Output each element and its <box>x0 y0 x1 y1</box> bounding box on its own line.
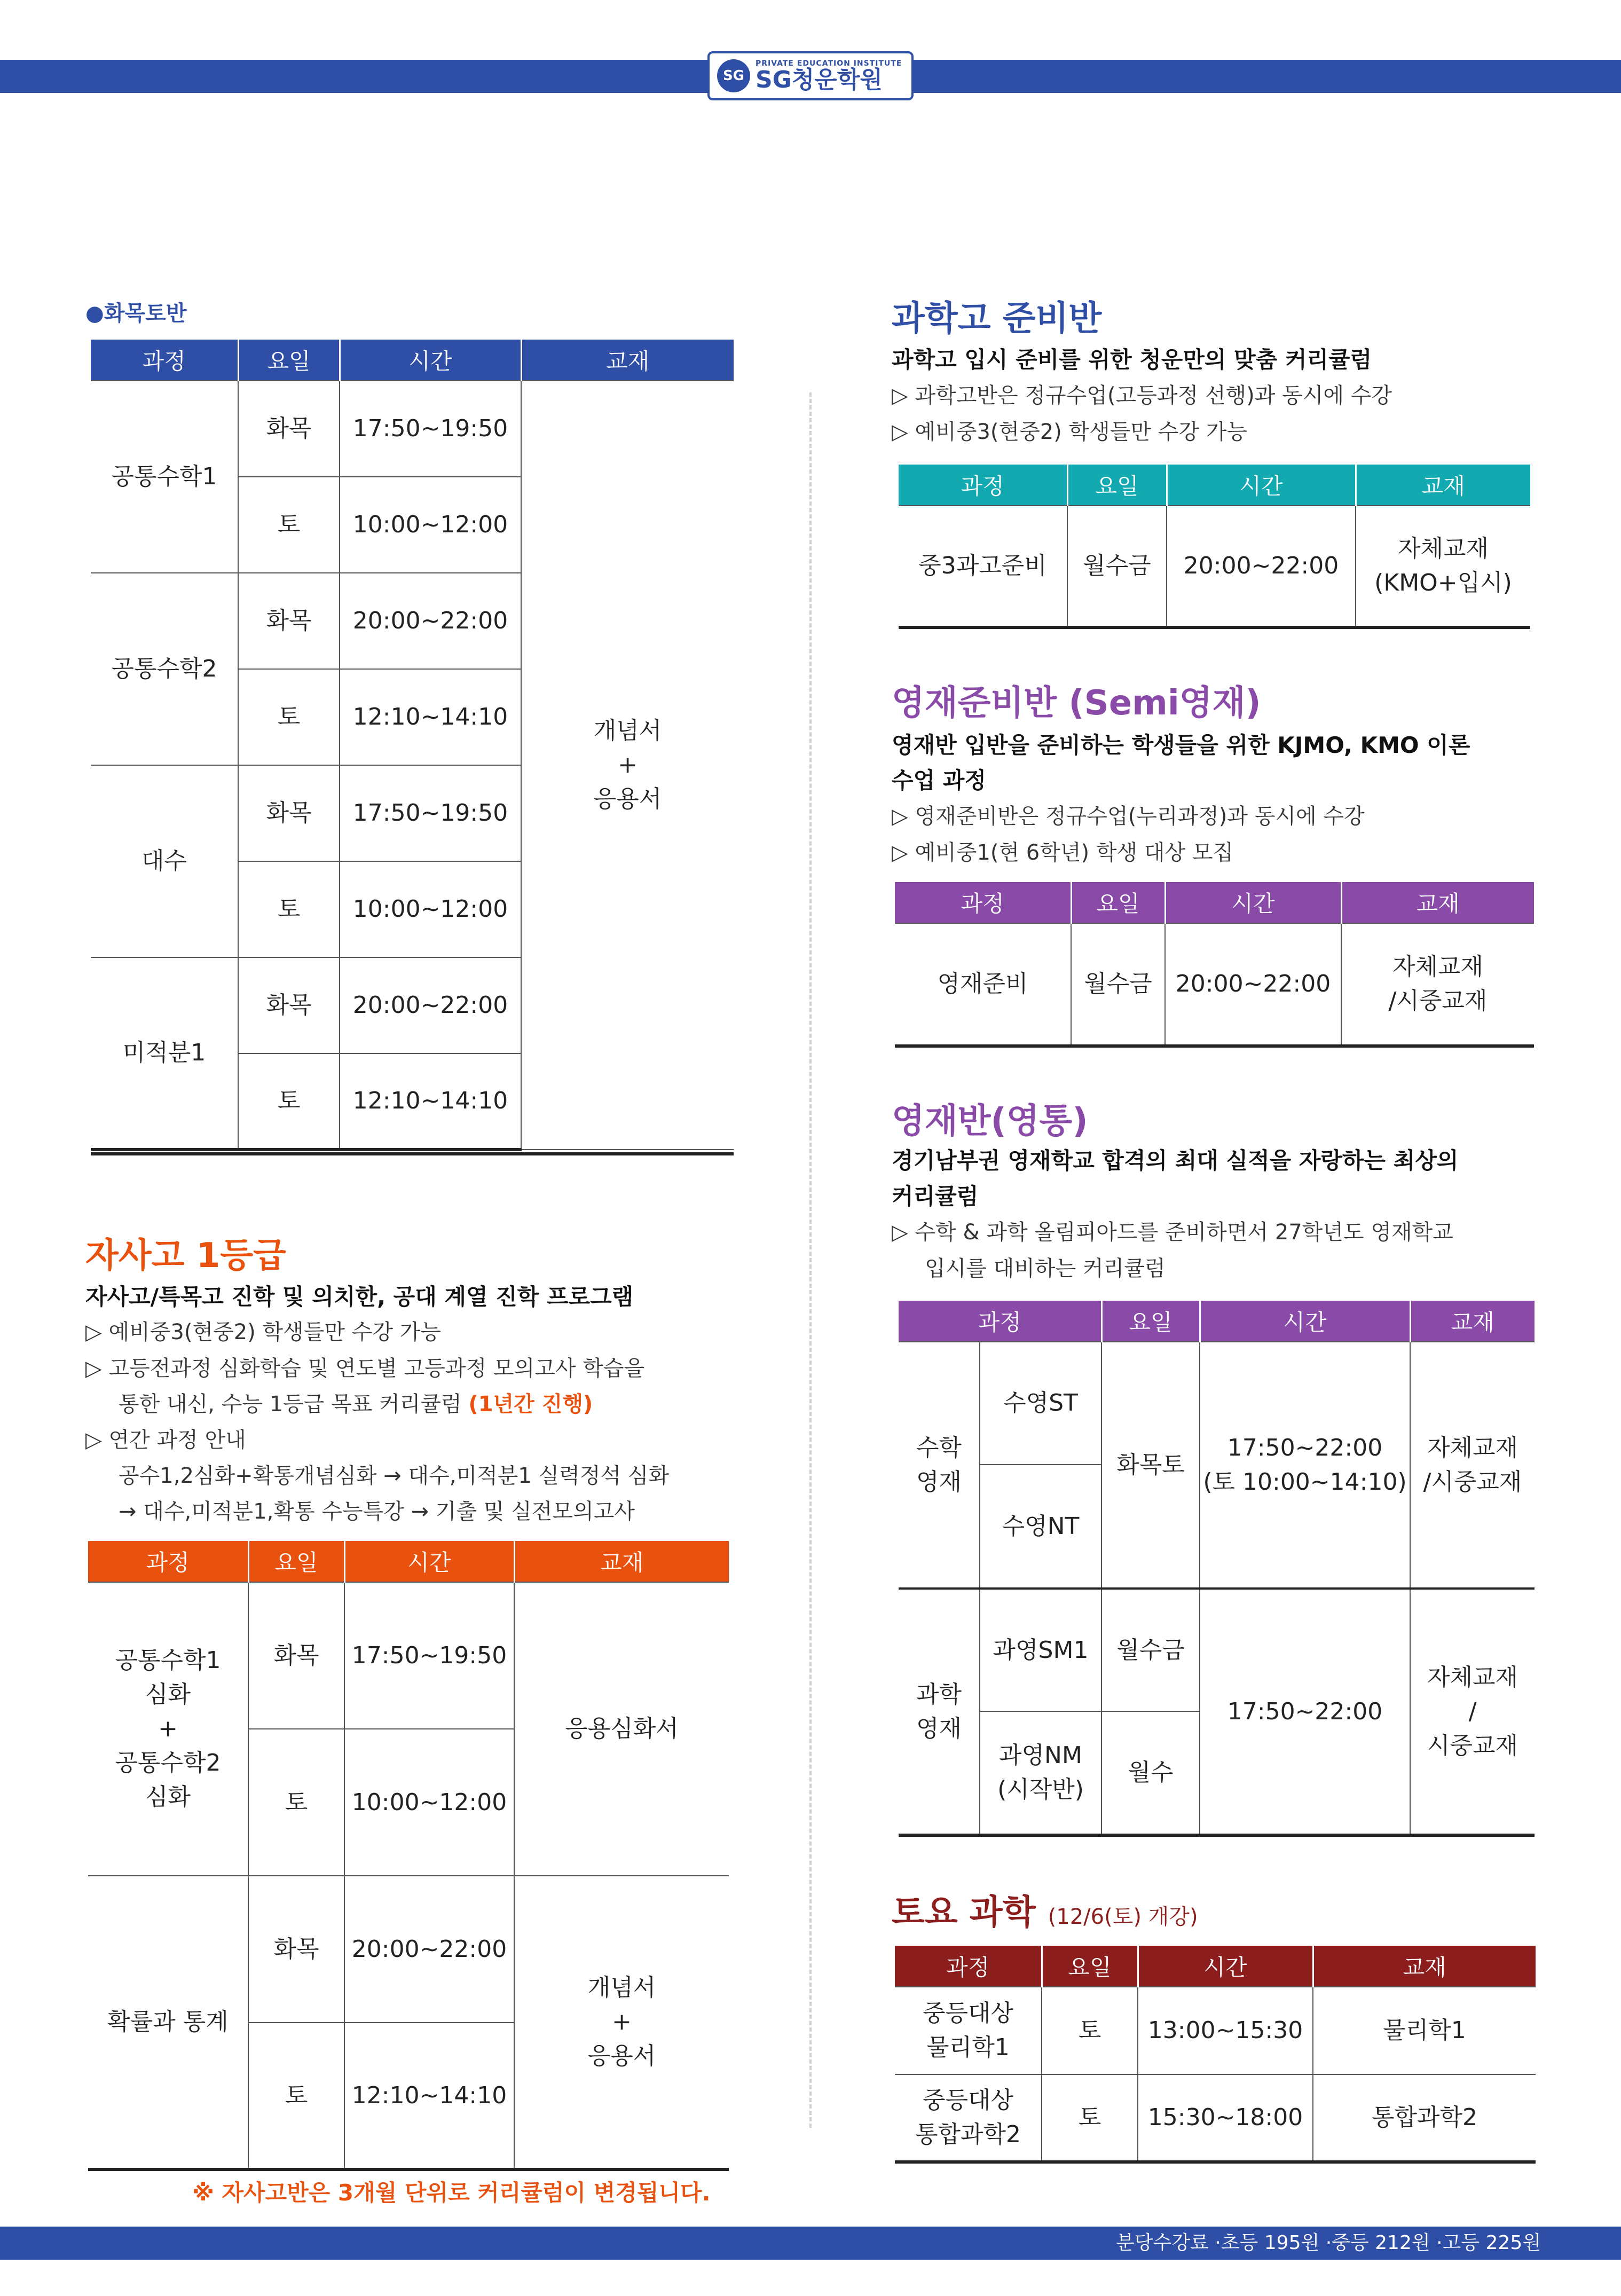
jasago-bullet-1: ▷ 예비중3(현중2) 학생들만 수강 가능 <box>85 1320 442 1344</box>
time-cell: 10:00~12:00 <box>340 861 521 957</box>
day-cell: 토 <box>1042 1987 1138 2074</box>
jasago-bullet-3a: ▷ 연간 과정 안내 <box>85 1428 246 1452</box>
book-line: 시중교재 <box>1427 1732 1518 1759</box>
day-cell: 토 <box>238 1053 340 1150</box>
science-bullet-2: ▷ 예비중3(현중2) 학생들만 수강 가능 <box>892 420 1248 444</box>
course-line: 중등대상 <box>922 2000 1013 2027</box>
hwamok-label: ●화목토반 <box>85 301 187 326</box>
jasago-bullet-2b-text: 통한 내신, 수능 1등급 목표 커리큘럼 <box>119 1392 469 1417</box>
day-cell: 월수금 <box>1101 1589 1200 1711</box>
book-line: (KMO+입시) <box>1374 569 1512 596</box>
jasago-lead: 자사고/특목고 진학 및 의치한, 공대 계열 진학 프로그램 <box>85 1284 634 1310</box>
th-time: 시간 <box>1138 1946 1313 1987</box>
book-cell <box>1410 1589 1535 1835</box>
th-day: 요일 <box>248 1541 344 1582</box>
th-time: 시간 <box>1167 465 1356 506</box>
gifted-lead-2: 커리큘럼 <box>892 1183 979 1209</box>
book-line: + <box>612 2008 632 2035</box>
th-day: 요일 <box>238 340 340 381</box>
th-course: 과정 <box>946 1954 990 1980</box>
gifted-bullet-1a: ▷ 수학 & 과학 올림피아드를 준비하면서 27학년도 영재학교 <box>892 1220 1453 1245</box>
semi-lead-1: 영재반 입반을 준비하는 학생들을 위한 KJMO, KMO 이론 <box>892 732 1470 758</box>
time-cell: 12:10~14:10 <box>340 669 521 765</box>
course-cell: 영재준비 <box>895 923 1071 1046</box>
jasago-duration-highlight: (1년간 진행) <box>468 1392 593 1417</box>
course-cell: 수영NT <box>980 1465 1101 1589</box>
time-cell: 15:30~18:00 <box>1138 2074 1313 2162</box>
time-cell: 10:00~12:00 <box>340 477 521 573</box>
th-day: 요일 <box>1042 1946 1138 1987</box>
group-line: 수학 <box>916 1434 962 1461</box>
day-cell: 화목 <box>238 765 340 861</box>
book-line: 자체교재 <box>1397 535 1489 562</box>
logo-mark: SG <box>717 59 750 92</box>
th-book: 교재 <box>1356 465 1530 506</box>
time-cell: 17:50~19:50 <box>340 381 521 477</box>
th-time: 시간 <box>340 340 521 381</box>
book-line: 응용서 <box>587 2042 656 2070</box>
time-cell: 20:00~22:00 <box>340 957 521 1053</box>
group-cell <box>899 1589 980 1835</box>
course-cell <box>980 1711 1101 1835</box>
day-cell: 화목 <box>248 1876 344 2023</box>
th-book: 교재 <box>514 1541 729 1582</box>
time-line: 17:50~22:00 <box>1227 1434 1383 1461</box>
book-line: + <box>618 751 638 779</box>
th-course: 과정 <box>146 1550 190 1576</box>
time-cell: 20:00~22:00 <box>344 1876 514 2023</box>
th-course: 과정 <box>978 1309 1021 1335</box>
course-line: 공통수학1 <box>115 1647 221 1674</box>
semi-table <box>895 882 1534 1048</box>
course-line: + <box>158 1715 178 1742</box>
day-cell: 토 <box>238 669 340 765</box>
table-bottom-rule <box>91 1152 734 1155</box>
semi-title: 영재준비반 (Semi영재) <box>892 683 1261 723</box>
course-line: 공통수학2 <box>115 1749 221 1776</box>
course-cell <box>88 1582 248 1876</box>
science-bullet-1: ▷ 과학고반은 정규수업(고등과정 선행)과 동시에 수강 <box>892 383 1392 408</box>
time-cell: 17:50~19:50 <box>340 765 521 861</box>
course-line: 심화 <box>145 1783 191 1811</box>
book-cell: 통합과학2 <box>1313 2074 1536 2162</box>
course-cell <box>895 2074 1042 2162</box>
time-cell: 12:10~14:10 <box>340 1053 521 1150</box>
th-course: 과정 <box>961 891 1004 917</box>
th-book: 교재 <box>1410 1301 1535 1342</box>
footer-fee-text: 분당수강료 ·초등 195원 ·중등 212원 ·고등 225원 <box>1116 2232 1541 2254</box>
th-day: 요일 <box>1071 882 1165 923</box>
book-cell <box>514 1876 729 2169</box>
course-line: 통합과학2 <box>915 2121 1021 2148</box>
th-book: 교재 <box>1313 1946 1536 1987</box>
course-cell: 미적분1 <box>91 957 238 1150</box>
day-cell: 월수금 <box>1071 923 1165 1046</box>
book-line: 개념서 <box>587 1974 656 2001</box>
book-cell <box>1341 923 1534 1046</box>
jasago-bullet-2b <box>119 1387 593 1422</box>
course-line: 심화 <box>145 1681 191 1708</box>
gifted-table <box>899 1301 1535 1837</box>
day-cell: 토 <box>248 1729 344 1876</box>
time-cell: 17:50~19:50 <box>344 1582 514 1729</box>
science-table <box>899 465 1530 629</box>
science-lead: 과학고 입시 준비를 위한 청운만의 맞춤 커리큘럼 <box>892 347 1372 373</box>
time-cell: 20:00~22:00 <box>1165 923 1341 1046</box>
time-cell: 20:00~22:00 <box>340 573 521 669</box>
hwamok-table <box>91 340 734 1151</box>
course-line: 물리학1 <box>926 2034 1010 2061</box>
day-cell: 월수금 <box>1067 506 1167 627</box>
course-line: 중등대상 <box>922 2087 1013 2114</box>
saturday-subtitle: (12/6(토) 개강) <box>1048 1905 1198 1929</box>
th-course: 과정 <box>142 348 186 374</box>
th-course: 과정 <box>961 473 1004 499</box>
semi-lead-2: 수업 과정 <box>892 767 986 793</box>
th-time: 시간 <box>344 1541 514 1582</box>
time-line: (토 10:00~14:10) <box>1203 1468 1407 1496</box>
saturday-heading <box>892 1885 1198 1934</box>
semi-bullet-1: ▷ 영재준비반은 정규수업(누리과정)과 동시에 수강 <box>892 804 1365 829</box>
gifted-lead-1: 경기남부권 영재학교 합격의 최대 실적을 자랑하는 최상의 <box>892 1147 1459 1174</box>
book-cell <box>1410 1342 1535 1589</box>
brand-logo[interactable] <box>707 51 914 100</box>
jasago-note: ※ 자사고반은 3개월 단위로 커리큘럼이 변경됩니다. <box>192 2180 711 2206</box>
th-book: 교재 <box>1341 882 1534 923</box>
day-cell: 토 <box>248 2023 344 2169</box>
course-cell: 수영ST <box>980 1342 1101 1465</box>
time-cell: 20:00~22:00 <box>1167 506 1356 627</box>
time-cell <box>1200 1342 1410 1589</box>
day-cell: 화목 <box>248 1582 344 1729</box>
book-line: 개념서 <box>593 717 662 744</box>
jasago-bullet-3c: → 대수,미적분1,확통 수능특강 → 기출 및 실전모의고사 <box>119 1499 635 1524</box>
book-line: /시중교재 <box>1423 1468 1522 1496</box>
column-divider <box>809 392 812 2128</box>
th-time: 시간 <box>1200 1301 1410 1342</box>
course-cell: 과영SM1 <box>980 1589 1101 1711</box>
book-cell <box>1356 506 1530 627</box>
course-cell: 확률과 통계 <box>88 1876 248 2169</box>
gifted-bullet-1b: 입시를 대비하는 커리큘럼 <box>925 1256 1166 1281</box>
group-cell <box>899 1342 980 1589</box>
jasago-bullet-2a: ▷ 고등전과정 심화학습 및 연도별 고등과정 모의고사 학습을 <box>85 1356 645 1381</box>
course-line: 과영NM <box>999 1742 1082 1769</box>
th-book: 교재 <box>521 340 734 381</box>
book-cell: 응용심화서 <box>514 1582 729 1876</box>
book-cell <box>521 381 734 1150</box>
course-cell: 중3과고준비 <box>899 506 1067 627</box>
jasago-table <box>88 1541 729 2171</box>
th-time: 시간 <box>1165 882 1341 923</box>
th-day: 요일 <box>1067 465 1167 506</box>
logo-subtitle: PRIVATE EDUCATION INSTITUTE <box>756 59 902 68</box>
day-cell: 토 <box>1042 2074 1138 2162</box>
jasago-bullet-3b: 공수1,2심화+확통개념심화 → 대수,미적분1 실력정석 심화 <box>119 1464 670 1488</box>
science-title: 과학고 준비반 <box>892 299 1102 339</box>
book-line: 자체교재 <box>1427 1663 1518 1691</box>
book-line: / <box>1468 1697 1477 1725</box>
gifted-title: 영재반(영통) <box>892 1102 1088 1141</box>
day-cell: 화목 <box>238 573 340 669</box>
th-day: 요일 <box>1101 1301 1200 1342</box>
time-cell: 10:00~12:00 <box>344 1729 514 1876</box>
time-cell: 12:10~14:10 <box>344 2023 514 2169</box>
saturday-title: 토요 과학 <box>892 1893 1036 1932</box>
day-cell: 토 <box>238 477 340 573</box>
course-cell: 공통수학1 <box>91 381 238 573</box>
course-cell: 공통수학2 <box>91 573 238 765</box>
day-cell: 화목 <box>238 957 340 1053</box>
book-line: 응용서 <box>593 785 662 813</box>
group-line: 과학 <box>916 1680 962 1708</box>
course-cell <box>895 1987 1042 2074</box>
group-line: 영재 <box>916 1715 962 1742</box>
group-line: 영재 <box>916 1468 962 1496</box>
day-cell: 화목토 <box>1101 1342 1200 1589</box>
jasago-title: 자사고 1등급 <box>85 1236 286 1276</box>
course-cell: 대수 <box>91 765 238 957</box>
day-cell: 월수 <box>1101 1711 1200 1835</box>
saturday-table <box>895 1946 1536 2164</box>
day-cell: 토 <box>238 861 340 957</box>
book-line: 자체교재 <box>1392 953 1483 980</box>
logo-name: SG청운학원 <box>756 66 883 93</box>
day-cell: 화목 <box>238 381 340 477</box>
time-cell: 17:50~22:00 <box>1200 1589 1410 1835</box>
book-line: 자체교재 <box>1427 1434 1518 1461</box>
course-line: (시작반) <box>997 1776 1084 1803</box>
time-cell: 13:00~15:30 <box>1138 1987 1313 2074</box>
book-cell: 물리학1 <box>1313 1987 1536 2074</box>
semi-bullet-2: ▷ 예비중1(현 6학년) 학생 대상 모집 <box>892 840 1234 865</box>
book-line: /시중교재 <box>1388 987 1488 1015</box>
